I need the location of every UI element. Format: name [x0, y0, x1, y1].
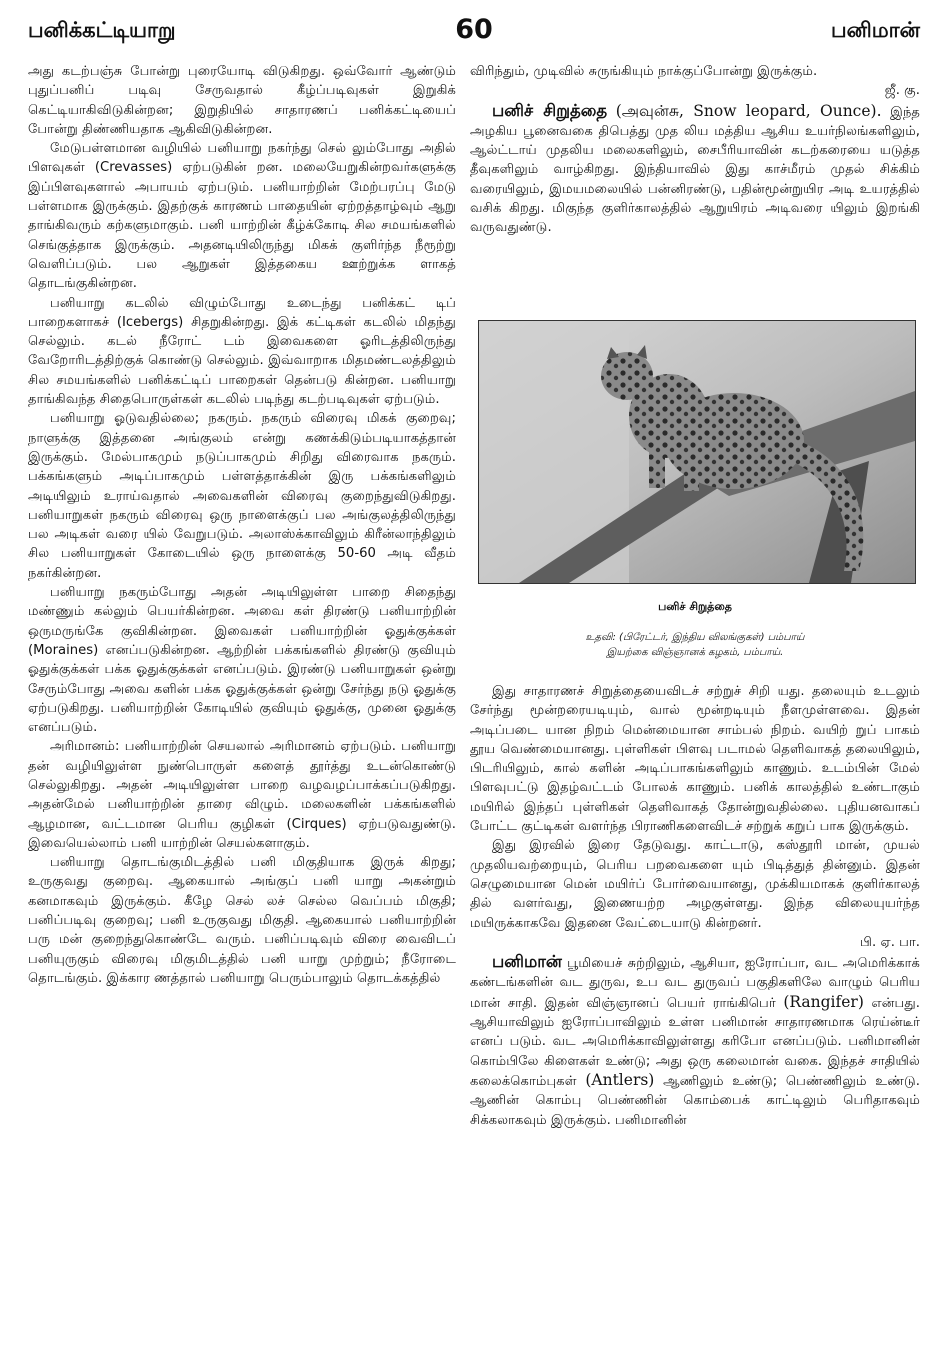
left-paragraph: பனியாறு கடலில் விழும்போது உடைந்து பனிக்கட் டிப் பாறைகளாகச் (Icebergs) சிதறுகின்றது. இக் கட்டிகள் கடலில் மிதந்து செல்லும். கடல் நீரோட் டம் இவைகளை ஓரிடத்திலிருந்து வேறோரிடத்திற்குக் கொண்டு செல்லும். இவ்வாறாக மிதமண்டலத்திலும் சில சமயங்களில் பனிக்கட்டிப் பாறைகள் தென்படு கின்றன. பனியாறு தாங்கிவந்த சிதைபொருள்கள் கடலில் படிந்து கடற்படிவுகள் ஏற்படும்.: [28, 295, 456, 408]
header-right-term: பனிமான்: [831, 18, 920, 42]
left-paragraph: அது கடற்பஞ்சு போன்று புரையோடி விடுகிறது. ஒவ்வோர் ஆண்டும் புதுப்பனிப் படிவு சேருவதால் கீழ்ப்படிவுகள் இறுகிக் கெட்டியாகிவிடுகின்றன; இறுதியில் சாதாரணப் பனிக்கட்டியைப் போன்று திண்ணியதாக ஆகிவிடுகின்றன.: [28, 64, 456, 137]
entry-term: (Antlers): [585, 1070, 655, 1089]
author-signature: ஜீ. கு.: [884, 83, 920, 99]
left-column: [28, 62, 456, 988]
header-left-term: பனிக்கட்டியாறு: [28, 18, 176, 42]
entry-text: ஆணிலும் உண்டு; பெண்ணிலும் உண்டு. ஆணின் கொம்பு பெண்ணின் கொம்பைக் காட்டிலும் பெரிதாகவும் சிக்கலாகவும் இருக்கும். பனிமானின்: [470, 1073, 920, 1128]
left-paragraph: பனியாறு ஓடுவதில்லை; நகரும். நகரும் விரைவு மிகக் குறைவு; நாளுக்கு இத்தனை அங்குலம் என்று கணக்கிடும்படியாகத்தான் இருக்கும். மேல்பாகமும் நடுப்பாகமும் சிறிது விரைவாக நகரும். பக்கங்களும் அடிப்பாகமும் பள்ளத்தாக்கின் இரு பக்கங்களிலும் அடியிலும் உராய்வதால் அவைகளின் விரைவு குறைந்துவிடுகிறது. பனியாறுகள் நகரும் விரைவு ஒரு நாளைக்குப் பல அங்குலத்திலிருந்து பல அடிகள் வரை யில் வேறுபடும். அலாஸ்க்காவிலும் கிரீன்லாந்திலும் சில பனியாறுகள் கோடையில் ஒரு நாளைக்கு 50-60 அடி வீதம் நகர்கின்றன.: [28, 411, 456, 581]
figure-credit-line: இயற்கை விஞ்ஞானக் கழகம், பம்பாய்.: [606, 647, 784, 658]
right-column-bottom: [470, 682, 920, 1130]
right-paragraph: இது சாதாரணச் சிறுத்தையைவிடச் சற்றுச் சிறி யது. தலையும் உடலும் சேர்ந்து மூன்றரையடியும், வால் மூன்றடியும் நீளமுள்ளவை. இதன் அடிப்படை யான நிறம் மென்மையான சாம்பல் நிறம். வயிற் றுப் பாகம் தூய வெண்மையானது. புள்ளிகள் பிளவு படாமல் தெளிவாகத் தலையிலும், பிடரியிலும், கால் களின் அடிப்பாகங்களிலும் காணும். உடம்பின் மேல் பிளவுபட்டு இதழ்வட்டம் போலக் காணும். பனிக் காலத்தில் உண்டாகும் மயிரில் இந்தப் புள்ளிகள் தெளிவாகத் தோன்றுவதில்லை. புதியனவாகப் போட்ட குட்டிகள் வளர்ந்த பிராணிகளைவிடச் சற்றுக் கறுப் பாக இருக்கும்.: [470, 684, 920, 835]
entry-scientific-name: (Rangifer): [783, 992, 864, 1011]
entry-heading: பனிமான்: [492, 952, 562, 972]
right-column-top: [470, 62, 920, 238]
entry-heading: பனிச் சிறுத்தை: [492, 100, 608, 120]
author-signature: பி. ஏ. பா.: [860, 934, 920, 950]
reindeer-entry: [470, 952, 920, 1130]
left-paragraph: பனியாறு தொடங்குமிடத்தில் பனி மிகுதியாக இருக் கிறது; உருகுவது குறைவு. ஆகையால் அங்குப் பனி யாறு அகன்றும் கனமாகவும் இருக்கும். கீழே செல் லச் செல்ல வெப்பம் மிகுதி; பனிப்படிவு குறைவு; பனி உருகுவது மிகுதி. ஆகையால் பனியாற்றின் பரு மன் குறைந்துகொண்டே வரும். பனிப்படிவும் விரை வைவிடப் பனியுருகும் விரைவு மிகுமிடத்தில் பனி யாறு முற்றும்; நீரோடை தொடங்கும். இக்கார ணத்தால் பனியாறு பெரும்பாலும் தொடக்கத்தில்: [28, 855, 456, 986]
left-paragraph: அரிமானம்: பனியாற்றின் செயலால் அரிமானம் ஏற்படும். பனியாறு தன் வழியிலுள்ள நுண்பொருள் களைத் தூர்த்து உடன்கொண்டு செல்லுகிறது. அதன் அடியிலுள்ள பாறை வழவழப்பாக்கப்படுகிறது. அதன்மேல் பனியாற்றின் தாரை விழும். மலைகளின் பக்கங்களில் ஆழமான, வட்டமான பெரிய குழிகள் (Cirques) ஏற்படுவதுண்டு. இவையெல்லாம் பனி யாற்றின் செயல்களாகும்.: [28, 739, 456, 851]
right-paragraph: இது இரவில் இரை தேடுவது. காட்டாடு, கஸ்தூரி மான், முயல் முதலியவற்றையும், பெரிய பறவைகளை யும் பிடித்துத் தின்னும். இதன் செழுமையான மென் மயிர்ப் போர்வையானது, முக்கியமாகக் குளிர்காலத் தில் வளர்வது, இணையற்ற அழகுள்ளது. இந்த விலையுயர்ந்த மயிருக்காகவே இதனை வேட்டையாடு கின்றனர்.: [470, 838, 920, 931]
left-paragraph: பனியாறு நகரும்போது அதன் அடியிலுள்ள பாறை சிதைந்து மண்ணும் கல்லும் பெயர்கின்றன. அவை கள் திரண்டு பனியாற்றின் ஒருமருங்கே குவிகின்றன. இவைகள் பனியாற்றின் ஓதுக்குக்கள் (Moraines) எனப்படுகின்றன. ஆற்றின் பக்கங்களில் திரண்டு குவியும் ஓதுக்குக்கள் பக்க ஓதுக்குக்கள் எனப்படும். இரண்டு பனியாறுகள் ஒன்று சேரும்போது அவை களின் பக்க ஓதுக்குக்கள் ஒன்று சேர்ந்து நடு ஓதுக்கு ஏற்படுகிறது. பனியாற்றின் கோடியில் குவியும் ஓதுக்கு, முனை ஓதுக்கு எனப்படும்.: [28, 585, 456, 736]
entry-text: என்பது. ஆசியாவிலும் ஐரோப்பாவிலும் உள்ள பனிமான் சாதாரணமாக ரெய்ன்டீர் எனப் படும். வட அமெரிக்காவிலுள்ளது கரிபோ எனப்படும். பனிமானின் கொம்பிலே கிளைகள் உண்டு; அது ஒரு கலைமான் வகை. இந்தச் சாதியில் கலைக்கொம்புகள்: [470, 995, 920, 1089]
entry-alt-names: (அவுன்சு, Snow leopard, Ounce).: [615, 101, 882, 120]
figure-caption: பனிச் சிறுத்தை: [658, 600, 732, 613]
entry-text: இந்த அழகிய பூனைவகை திபெத்து முத லிய மத்திய ஆசிய உயர்நிலங்களிலும், ஆல்ட்டாய் முதலிய மலைகளிலும், சைபீரியாவின் கடற்கரையை யடுத்த தீவுகளிலும் வாழ்கிறது. இந்தியாவில் இது காச்மீரம் முதல் சிக்கிம் வரையிலும், இமயமலையில் பன்னிரண்டு, பதின்மூன்றுயிர அடி உயரத்தில் வசிக் கிறது. மிகுந்த குளிர்காலத்தில் ஆறுயிரம் அடிவரை யிலும் இறங்கி வருவதுண்டு.: [470, 104, 921, 236]
snow-leopard-entry: [470, 101, 920, 238]
page-number: 60: [455, 14, 493, 45]
left-paragraph: மேடுபள்ளமான வழியில் பனியாறு நகர்ந்து செல் லும்போது அதில் பிளவுகள் (Crevasses) ஏற்படுகின் றன. மலையேறுகின்றவர்களுக்கு இப்பிளவுகளால் அபாயம் ஏற்படும். பனியாற்றின் மேற்பரப்பு மேடு பள்ளமாக இருக்கும். இதற்குக் காரணம் பாதையின் ஏற்றத்தாழ்வும் ஆறு தாங்கிவரும் கற்களுமாகும். பனி யாற்றின் கீழ்க்கோடி சில சமயங்களில் செங்குத்தாக இருக்கும். அதனடியிலிருந்து மிகக் குளிர்ந்த நீரூற்று வெளிப்படும். பல ஆறுகள் இத்தகைய ஊற்றுக்க ளாகத் தொடங்குகின்றன.: [28, 141, 456, 292]
snow-leopard-illustration: [479, 321, 915, 583]
figure-credit: [470, 630, 920, 660]
entry-text: பூமியைச் சுற்றிலும், ஆசியா, ஐரோப்பா, வட அமெரிக்காக் கண்டங்களின் வட துருவ, உப வட துருவப் பகுதிகளிலே வாழும் பெரிய மான் சாதி. இதன் விஞ்ஞானப் பெயர் ராங்கிபெர்: [470, 956, 920, 1011]
page-header: [28, 14, 920, 58]
right-paragraph: விரிந்தும், முடிவில் சுருங்கியும் நாக்குப்போன்று இருக்கும்.: [470, 64, 818, 79]
snow-leopard-photo: [478, 320, 916, 584]
figure-credit-line: உதவி: (பிரேட்டர், இந்திய விலங்குகள்) பம்பாய்: [585, 632, 805, 643]
